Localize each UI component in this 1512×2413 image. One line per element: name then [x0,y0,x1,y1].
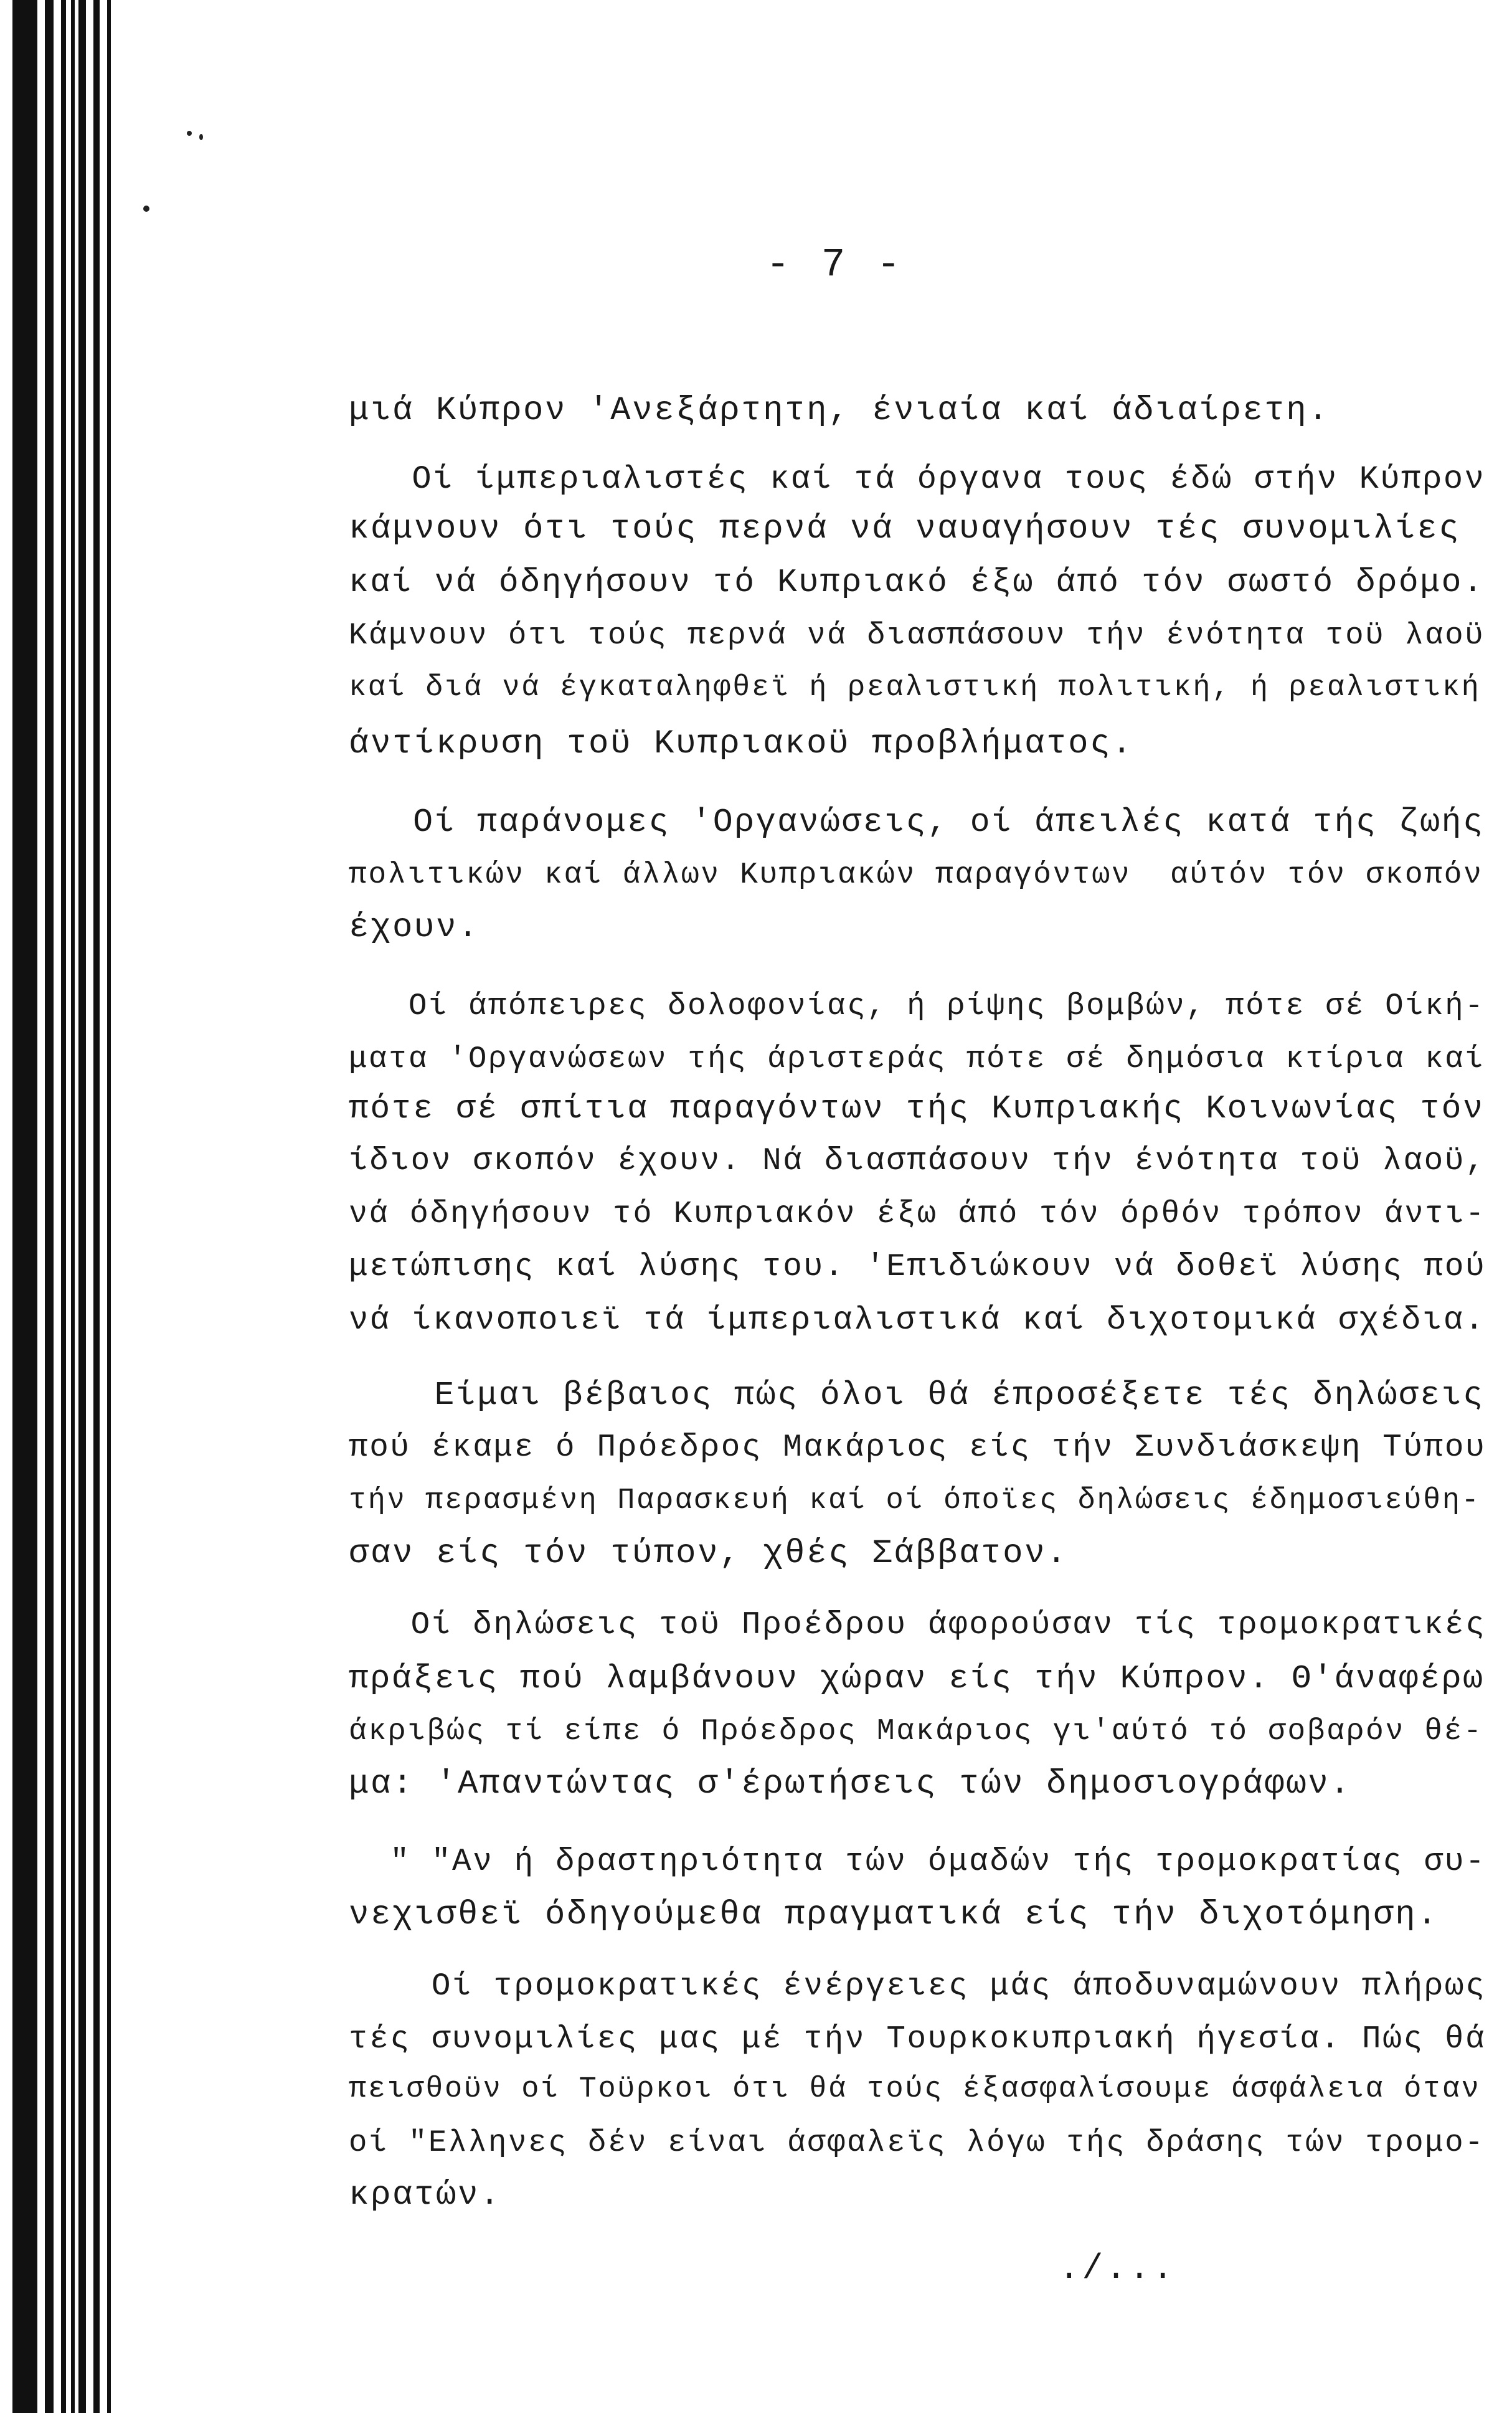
text-line: έχουν. [349,909,480,947]
spine-bar [45,0,54,2413]
text-line: καί διά νά έγκαταληφθεϊ ή ρεαλιστική πολιτική, ή ρεαλιστική [349,671,1481,704]
text-line: σαν είς τόν τύπον, χθές Σάββατον. [349,1535,1069,1573]
text-line: Οί δηλώσεις τοϋ Προέδρου άφορούσαν τίς τρομοκρατικές [349,1608,1486,1643]
spine-gap [37,1482,45,1557]
text-line: οί "Ελληνες δέν είναι άσφαλεϊς λόγω τής δράσης τών τρομο- [349,2125,1485,2160]
continuation-mark: ./... [1059,2249,1176,2288]
text-line: πεισθοϋν οί Τοϋρκοι ότι θά τούς έξασφαλίσουμε άσφάλεια όταν [349,2073,1481,2106]
text-line: άκριβώς τί είπε ό Πρόεδρος Μακάριος γι'αύτό τό σοβαρόν θέ- [349,1715,1483,1748]
text-line: καί νά όδηγήσουν τό Κυπριακό έξω άπό τόν σωστό δρόμο. [349,564,1485,601]
spine-bar [61,0,66,2413]
page-number: - 7 - [766,243,905,288]
paper-speck [143,206,149,212]
text-line: άντίκρυση τοϋ Κυπριακοϋ προβλήματος. [349,725,1134,763]
text-line: τήν περασμένη Παρασκευή καί οί όποϊες δηλώσεις έδημοσιεύθη- [349,1484,1481,1517]
paper-speck [187,131,192,136]
text-line: πολιτικών καί άλλων Κυπριακών παραγόντων αύτόν τόν σκοπόν [349,858,1483,892]
text-line: ίδιον σκοπόν έχουν. Νά διασπάσουν τήν ένότητα τοϋ λαοϋ, [349,1144,1486,1179]
spine-bar [107,0,111,2413]
text-line: νά όδηγήσουν τό Κυπριακόν έξω άπό τόν όρθόν τρόπον άντι- [349,1197,1486,1232]
text-line: κρατών. [349,2176,502,2214]
text-line: Οί παράνομες 'Οργανώσεις, οί άπειλές κατά τής ζωής [349,804,1485,841]
text-line: " "Αν ή δραστηριότητα τών όμαδών τής τρομοκρατίας συ- [349,1844,1486,1880]
text-line: Οί ίμπεριαλιστές καί τά όργανα τους έδώ στήν Κύπρον [349,461,1486,498]
text-line: Είμαι βέβαιος πώς όλοι θά έπροσέξετε τές δηλώσεις [349,1377,1485,1414]
text-line: πράξεις πού λαμβάνουν χώραν είς τήν Κύπρον. Θ'άναφέρω [349,1660,1485,1697]
text-line: μα: 'Απαντώντας σ'έρωτήσεις τών δημοσιογράφων. [349,1765,1352,1803]
binding-spine [0,0,143,2413]
spine-gap [37,934,45,1046]
text-line: μετώπισης καί λύσης του. 'Επιδιώκουν νά δοθεϊ λύσης πού [349,1249,1486,1285]
text-line: πότε σέ σπίτια παραγόντων τής Κυπριακής Κοινωνίας τόν [349,1090,1485,1127]
text-line: Οί άπόπειρες δολοφονίας, ή ρίψης βομβών, πότε σέ Οίκή- [349,988,1485,1023]
spine-bar [71,0,75,2413]
text-line: μιά Κύπρον 'Ανεξάρτητη, ένιαία καί άδιαίρετη. [349,392,1330,430]
text-line: νεχισθεϊ όδηγούμεθα πραγματικά είς τήν διχοτόμηση. [349,1896,1439,1934]
spine-bar [93,0,100,2413]
text-line: Οί τρομοκρατικές ένέργειες μάς άποδυναμώνουν πλήρως [349,1969,1486,2004]
spine-bar [12,0,37,2413]
text-line: νά ίκανοποιεϊ τά ίμπεριαλιστικά καί διχοτομικά σχέδια. [349,1302,1486,1339]
paper-speck [199,134,203,140]
text-line: Κάμνουν ότι τούς περνά νά διασπάσουν τήν ένότητα τοϋ λαοϋ [349,618,1485,653]
text-line: κάμνουν ότι τούς περνά νά ναυαγήσουν τές συνομιλίες [349,510,1461,548]
text-line: ματα 'Οργανώσεων τής άριστεράς πότε σέ δημόσια κτίρια καί [349,1041,1485,1076]
text-line: τές συνομιλίες μας μέ τήν Τουρκοκυπριακή ήγεσία. Πώς θά [349,2022,1486,2057]
text-line: πού έκαμε ό Πρόεδρος Μακάριος είς τήν Συνδιάσκεψη Τύπου [349,1430,1486,1466]
spine-bar [78,0,86,2413]
